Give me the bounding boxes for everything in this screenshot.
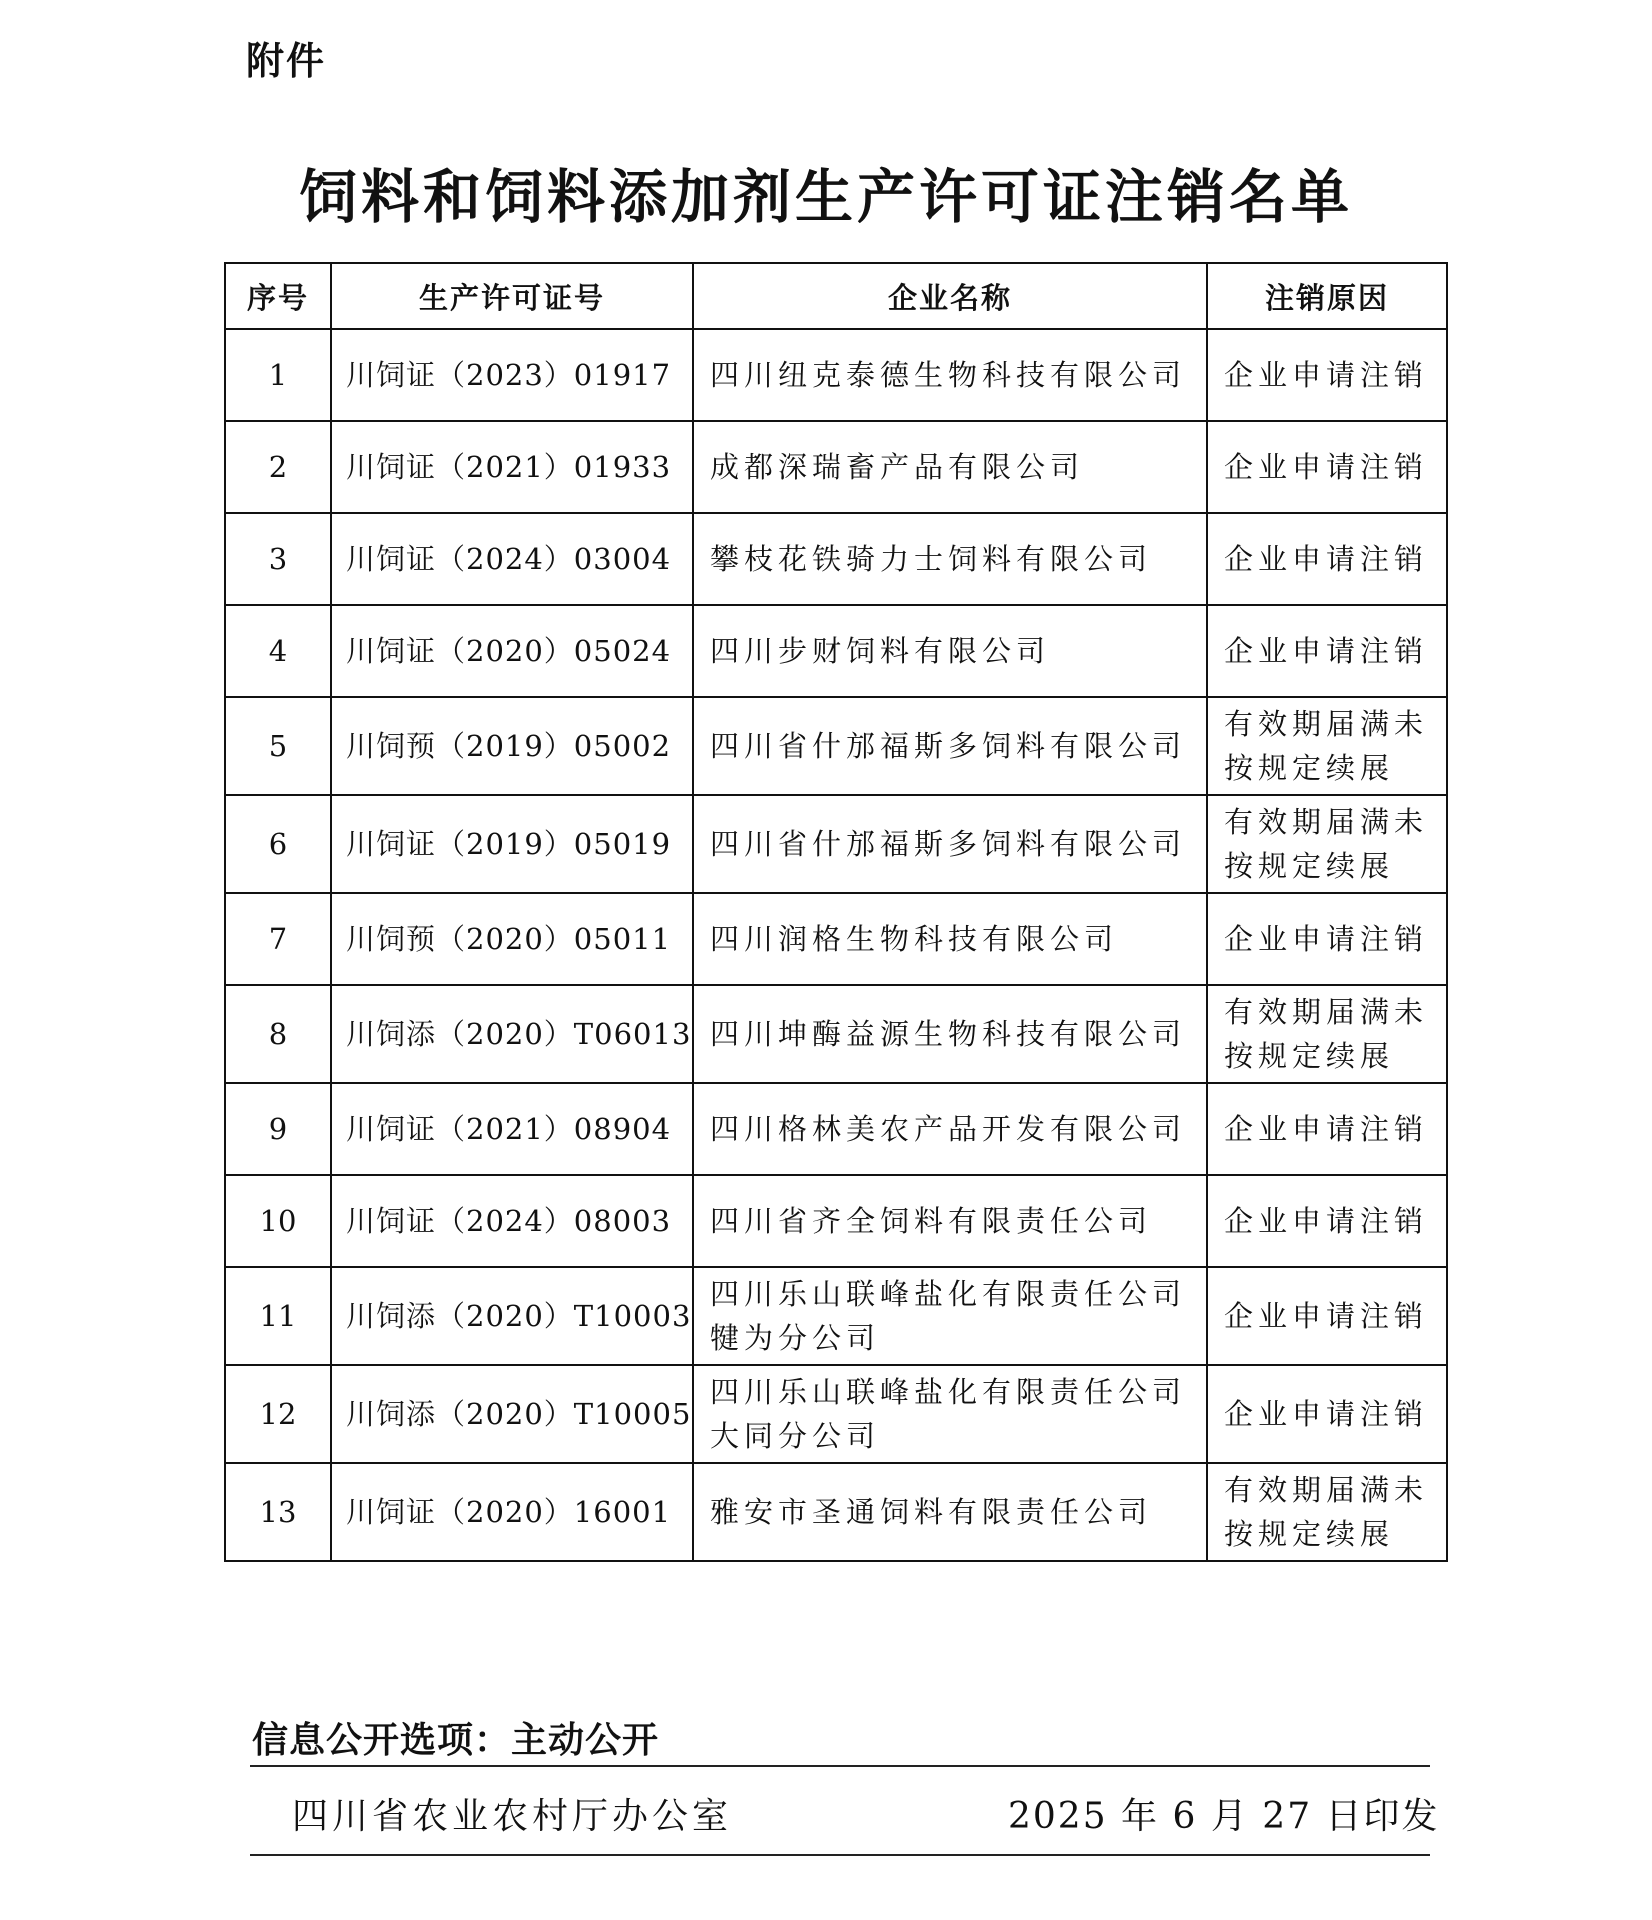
cell-serial-number: 12 (225, 1365, 331, 1463)
table-row (225, 421, 1447, 513)
document-title: 饲料和饲料添加剂生产许可证注销名单 (298, 163, 1353, 231)
header-license-number: 生产许可证号 (331, 263, 693, 329)
cell-serial-number: 1 (225, 329, 331, 421)
cell-cancellation-reason: 企业申请注销 (1207, 1083, 1447, 1175)
table-row (225, 1365, 1447, 1463)
cell-serial-number: 6 (225, 795, 331, 893)
table-header (225, 263, 1447, 329)
header-serial-number: 序号 (225, 263, 331, 329)
cell-license-number: 川饲添（2020）T10003 (331, 1267, 693, 1365)
table-row (225, 893, 1447, 985)
cell-company-name: 四川润格生物科技有限公司 (693, 893, 1207, 985)
cell-cancellation-reason: 企业申请注销 (1207, 1365, 1447, 1463)
issue-date: 2025 年 6 月 27 日印发 (1008, 1796, 1440, 1837)
cell-serial-number: 11 (225, 1267, 331, 1365)
info-disclosure-option: 信息公开选项：主动公开 (252, 1720, 660, 1761)
table-row (225, 605, 1447, 697)
cell-serial-number: 7 (225, 893, 331, 985)
cell-cancellation-reason: 企业申请注销 (1207, 605, 1447, 697)
cell-serial-number: 2 (225, 421, 331, 513)
cell-serial-number: 13 (225, 1463, 331, 1561)
cell-license-number: 川饲证（2023）01917 (331, 329, 693, 421)
cell-cancellation-reason: 有效期届满未按规定续展 (1207, 985, 1447, 1083)
footer-bottom-rule (250, 1854, 1430, 1856)
cell-license-number: 川饲添（2020）T10005 (331, 1365, 693, 1463)
footer-top-rule (250, 1765, 1430, 1767)
header-company-name: 企业名称 (693, 263, 1207, 329)
cell-license-number: 川饲添（2020）T06013 (331, 985, 693, 1083)
cell-company-name: 四川省什邡福斯多饲料有限公司 (693, 795, 1207, 893)
table-header-row (225, 263, 1447, 329)
cell-company-name: 四川省齐全饲料有限责任公司 (693, 1175, 1207, 1267)
table-body (225, 329, 1447, 1561)
cell-license-number: 川饲预（2019）05002 (331, 697, 693, 795)
cell-cancellation-reason: 有效期届满未按规定续展 (1207, 697, 1447, 795)
cell-cancellation-reason: 企业申请注销 (1207, 421, 1447, 513)
cell-cancellation-reason: 有效期届满未按规定续展 (1207, 1463, 1447, 1561)
cell-serial-number: 8 (225, 985, 331, 1083)
cell-company-name: 雅安市圣通饲料有限责任公司 (693, 1463, 1207, 1561)
cell-license-number: 川饲证（2019）05019 (331, 795, 693, 893)
cell-company-name: 四川乐山联峰盐化有限责任公司犍为分公司 (693, 1267, 1207, 1365)
cell-cancellation-reason: 有效期届满未按规定续展 (1207, 795, 1447, 893)
table-row (225, 1267, 1447, 1365)
cell-cancellation-reason: 企业申请注销 (1207, 1267, 1447, 1365)
cell-serial-number: 4 (225, 605, 331, 697)
table-row (225, 1175, 1447, 1267)
table-row (225, 697, 1447, 795)
attachment-label: 附件 (246, 39, 327, 83)
table-row (225, 985, 1447, 1083)
cell-serial-number: 10 (225, 1175, 331, 1267)
cell-company-name: 四川步财饲料有限公司 (693, 605, 1207, 697)
cell-license-number: 川饲证（2020）16001 (331, 1463, 693, 1561)
table-row (225, 795, 1447, 893)
cell-license-number: 川饲证（2020）05024 (331, 605, 693, 697)
cell-company-name: 四川乐山联峰盐化有限责任公司大同分公司 (693, 1365, 1207, 1463)
cell-cancellation-reason: 企业申请注销 (1207, 893, 1447, 985)
cell-serial-number: 9 (225, 1083, 331, 1175)
cell-company-name: 四川省什邡福斯多饲料有限公司 (693, 697, 1207, 795)
license-cancellation-table (224, 262, 1448, 1562)
issuing-office: 四川省农业农村厅办公室 (292, 1796, 733, 1837)
cell-serial-number: 3 (225, 513, 331, 605)
cell-license-number: 川饲证（2021）08904 (331, 1083, 693, 1175)
cell-cancellation-reason: 企业申请注销 (1207, 1175, 1447, 1267)
cell-license-number: 川饲证（2021）01933 (331, 421, 693, 513)
cell-company-name: 四川格林美农产品开发有限公司 (693, 1083, 1207, 1175)
cell-license-number: 川饲预（2020）05011 (331, 893, 693, 985)
header-cancellation-reason: 注销原因 (1207, 263, 1447, 329)
table-row (225, 513, 1447, 605)
cell-serial-number: 5 (225, 697, 331, 795)
cell-license-number: 川饲证（2024）03004 (331, 513, 693, 605)
table-row (225, 329, 1447, 421)
cell-license-number: 川饲证（2024）08003 (331, 1175, 693, 1267)
cell-company-name: 四川纽克泰德生物科技有限公司 (693, 329, 1207, 421)
cell-cancellation-reason: 企业申请注销 (1207, 513, 1447, 605)
table-row (225, 1083, 1447, 1175)
table-row (225, 1463, 1447, 1561)
cell-cancellation-reason: 企业申请注销 (1207, 329, 1447, 421)
cell-company-name: 四川坤酶益源生物科技有限公司 (693, 985, 1207, 1083)
cell-company-name: 成都深瑞畜产品有限公司 (693, 421, 1207, 513)
cell-company-name: 攀枝花铁骑力士饲料有限公司 (693, 513, 1207, 605)
